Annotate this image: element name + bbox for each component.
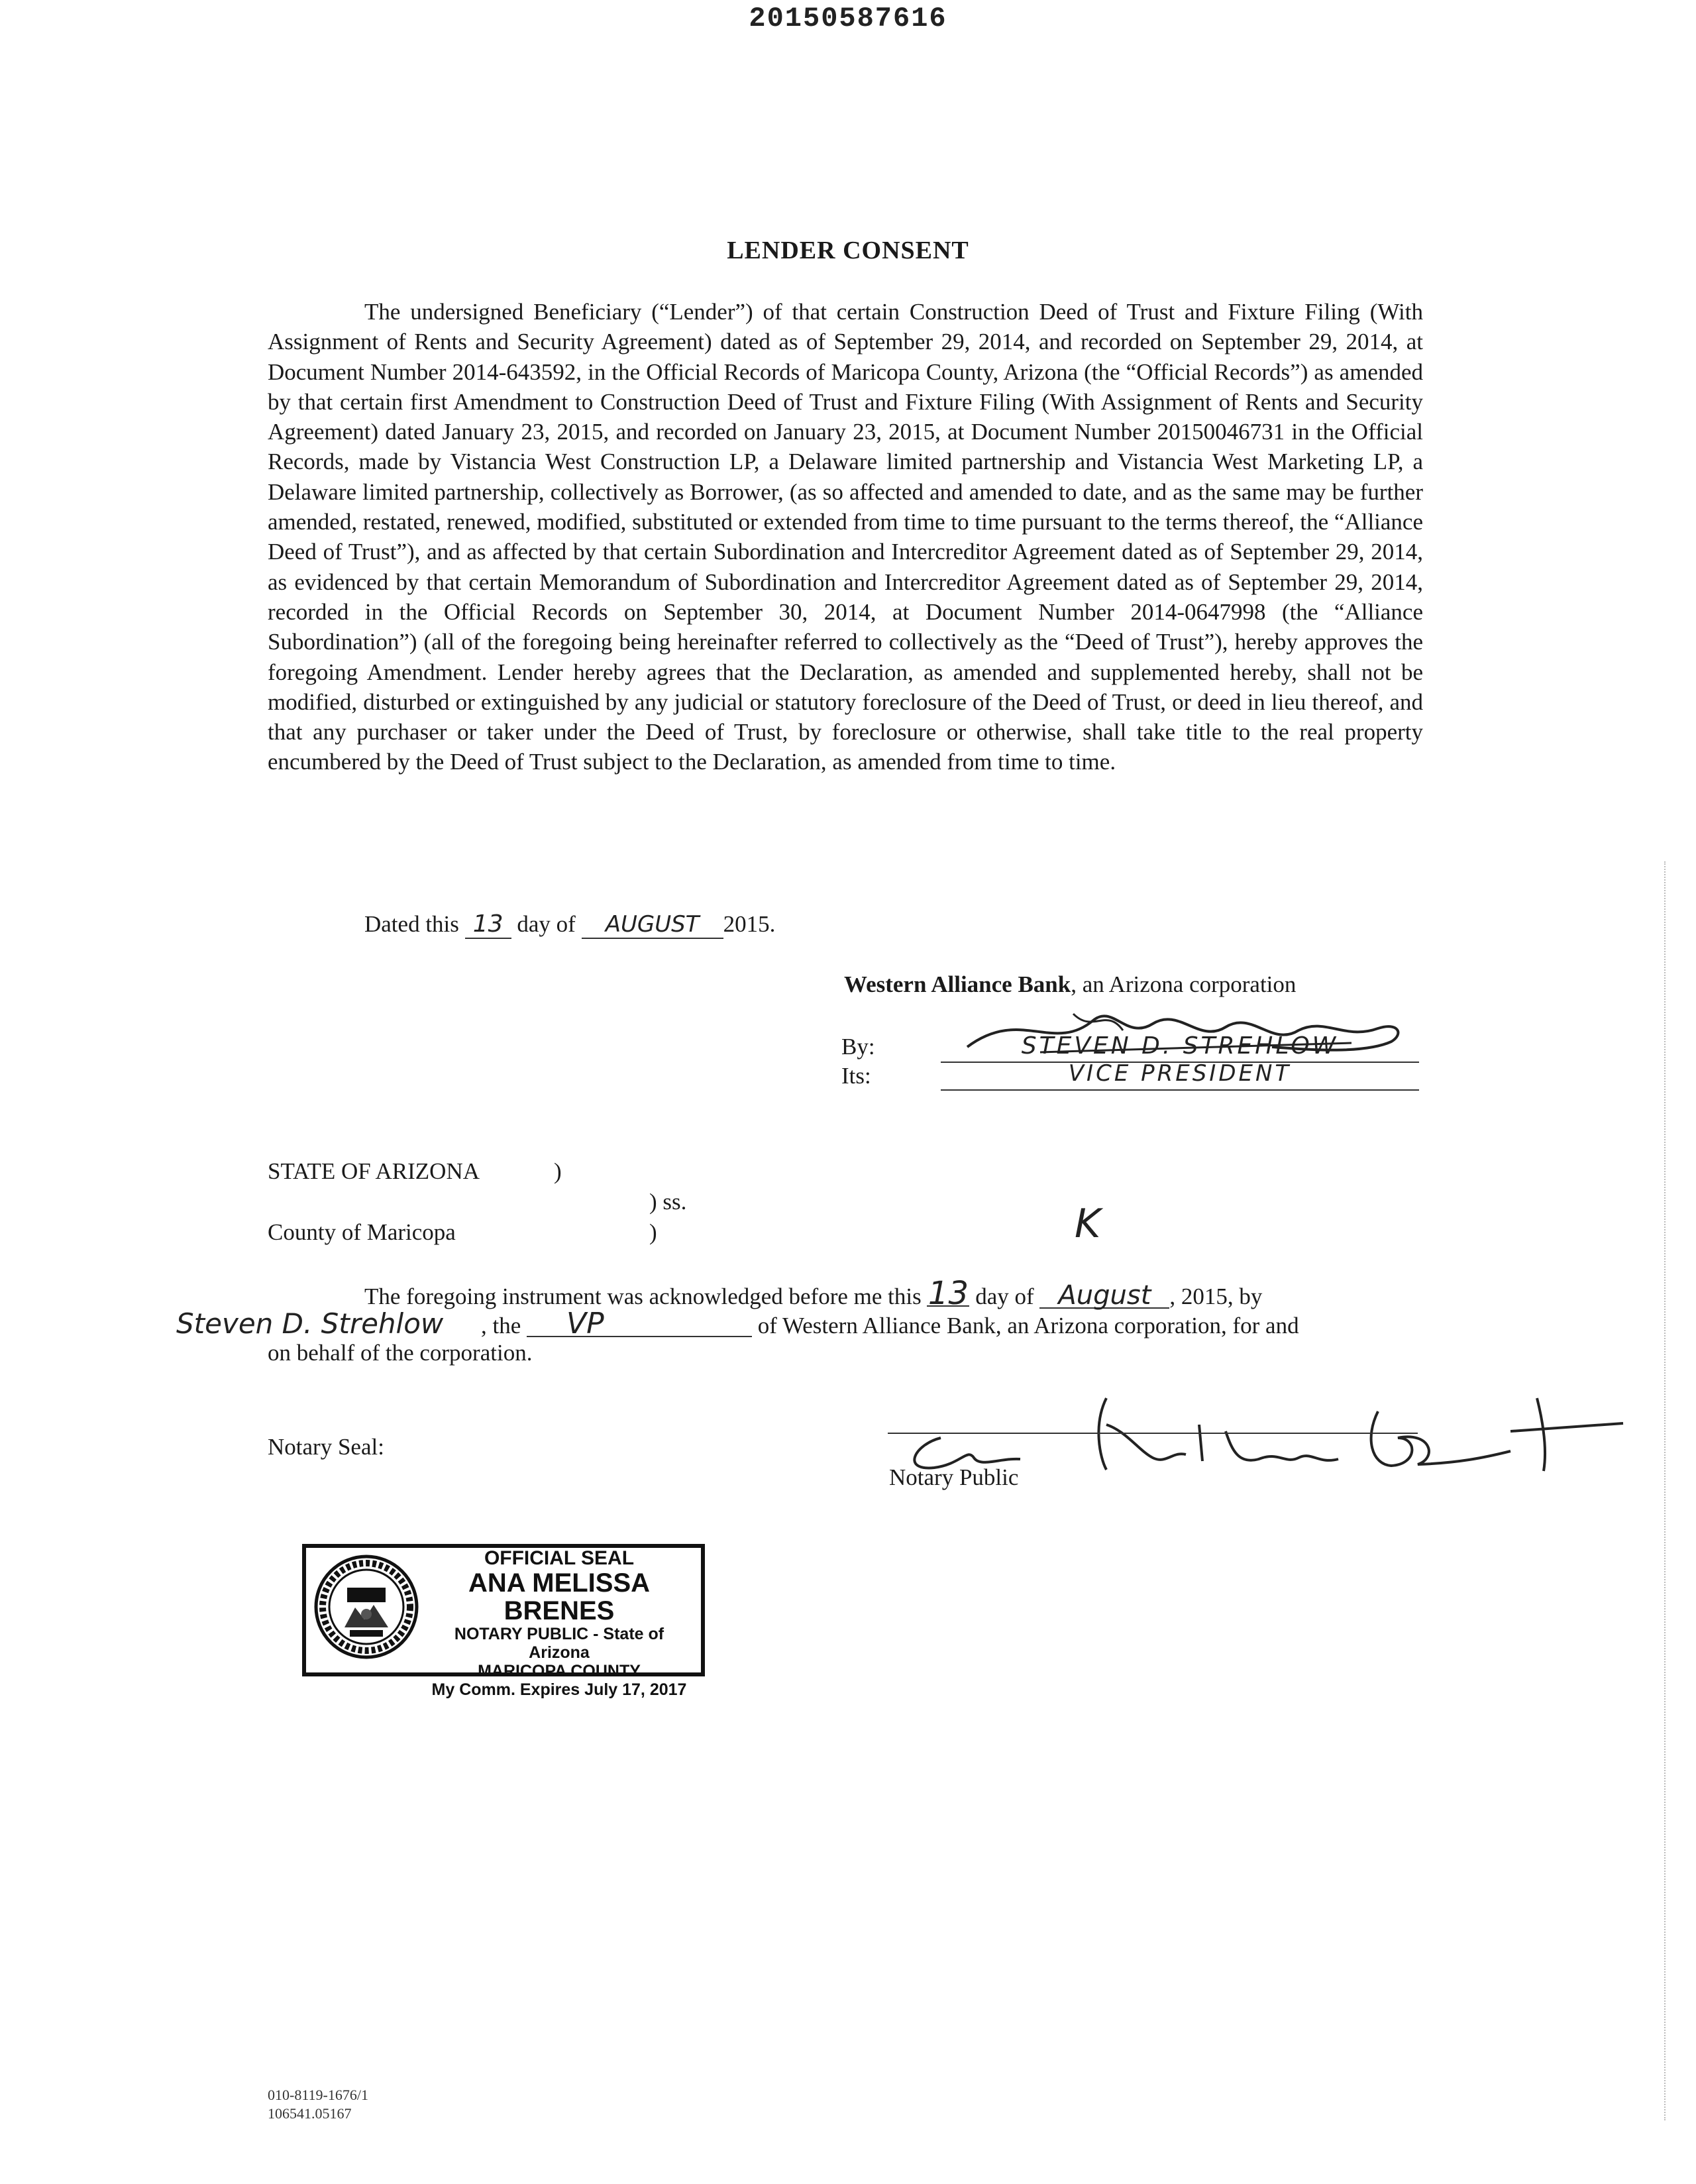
ack-month: August [1039, 1283, 1169, 1309]
ack-prefix: The foregoing instrument was acknowledged before me this [364, 1283, 922, 1309]
dated-day: 13 [465, 910, 511, 939]
lender-name-rest: , an Arizona corporation [1071, 971, 1297, 997]
notary-public-label: Notary Public [889, 1464, 1019, 1490]
ack-suffix: , 2015, by [1169, 1283, 1263, 1309]
scan-margin-marks [1664, 861, 1668, 2120]
dated-mid: day of [517, 911, 576, 937]
ack-signer: Steven D. Strehlow [176, 1307, 444, 1340]
arizona-seal-icon [313, 1553, 420, 1661]
dated-suffix: 2015. [723, 911, 776, 937]
venue-paren-1: ) [554, 1158, 562, 1184]
ack-title: VP [527, 1312, 752, 1337]
dated-prefix: Dated this [364, 911, 459, 937]
ack-the: , the [481, 1313, 521, 1338]
venue-ss: ) ss. [649, 1189, 687, 1215]
its-label: Its: [841, 1063, 871, 1089]
seal-expiration: My Comm. Expires July 17, 2017 [431, 1680, 687, 1699]
footer-reference [268, 2086, 368, 2123]
ack-day: 13 [928, 1275, 969, 1312]
official-seal-text [424, 1548, 694, 1699]
lender-name: Western Alliance Bank [844, 971, 1071, 997]
initial-mark: K [1075, 1201, 1101, 1247]
ack-line-3: on behalf of the corporation. [268, 1340, 533, 1366]
notary-signature-line [888, 1431, 1418, 1434]
seal-county: MARICOPA COUNTY [478, 1662, 641, 1680]
its-line [941, 1060, 1419, 1091]
ack-mid: day of [975, 1283, 1034, 1309]
by-label: By: [841, 1034, 875, 1060]
its-value: VICE PRESIDENT [1068, 1060, 1292, 1087]
ack-line-2-suffix: of Western Alliance Bank, an Arizona corporation, for and [757, 1313, 1299, 1338]
by-value: STEVEN D. STREHLOW [1021, 1032, 1339, 1060]
footer-line-2: 106541.05167 [268, 2105, 352, 2122]
seal-title: OFFICIAL SEAL [484, 1547, 635, 1569]
document-number: 20150587616 [749, 3, 947, 34]
dated-line [364, 910, 775, 939]
footer-line-1: 010-8119-1676/1 [268, 2087, 368, 2103]
seal-notary-name: ANA MELISSA BRENES [468, 1568, 651, 1625]
seal-notary-public: NOTARY PUBLIC - State of Arizona [454, 1625, 664, 1662]
notary-seal-label: Notary Seal: [268, 1434, 384, 1460]
venue-paren-2: ) [649, 1219, 657, 1245]
ack-line-1 [364, 1275, 1263, 1312]
dated-month: AUGUST [582, 911, 723, 939]
venue-state: STATE OF ARIZONA [268, 1158, 480, 1184]
venue-county: County of Maricopa [268, 1219, 456, 1245]
ack-line-2 [176, 1307, 1299, 1340]
by-line [941, 1032, 1419, 1063]
page-title: LENDER CONSENT [727, 237, 969, 264]
body-paragraph: The undersigned Beneficiary (“Lender”) of that certain Construction Deed of Trust and Fixture Filing (With Assignment of Rents and Security Agreement) dated as of September 29, 2014, and recorded on September 29, 2014, at Document Number 2014-643592, in the Official Records of Maricopa County, Arizona (the “Official Records”) as amended by that certain first Amendment to Construction Deed of Trust and Fixture Filing (With Assignment of Rents and Security Agreement) dated January 23, 2015, and recorded on January 23, 2015, at Document Number 20150046731 in the Official Records, made by Vistancia West Construction LP, a Delaware limited partnership and Vistancia West Marketing LP, a Delaware limited partnership, collectively as Borrower, (as so affected and amended to date, and as the same may be further amended, restated, renewed, modified, substituted or extended from time to time pursuant to the terms thereof, the “Alliance Deed of Trust”), and as affected by that certain Subordination and Intercreditor Agreement dated as of September 29, 2014, as evidenced by that certain Memorandum of Subordination and Intercreditor Agreement dated as of September 29, 2014, recorded in the Official Records on September 30, 2014, at Document Number 2014-0647998 (the “Alliance Subordination”) (all of the foregoing being hereinafter referred to collectively as the “Deed of Trust”), hereby approves the foregoing Amendment. Lender hereby agrees that the Declaration, as amended and supplemented hereby, shall not be modified, disturbed or extinguished by any judicial or statutory foreclosure of the Deed of Trust, or deed in lieu thereof, and that any purchaser or taker under the Deed of Trust, by foreclosure or otherwise, shall take title to the real property encumbered by the Deed of Trust subject to the Declaration, as amended from time to time. [268, 299, 1423, 775]
